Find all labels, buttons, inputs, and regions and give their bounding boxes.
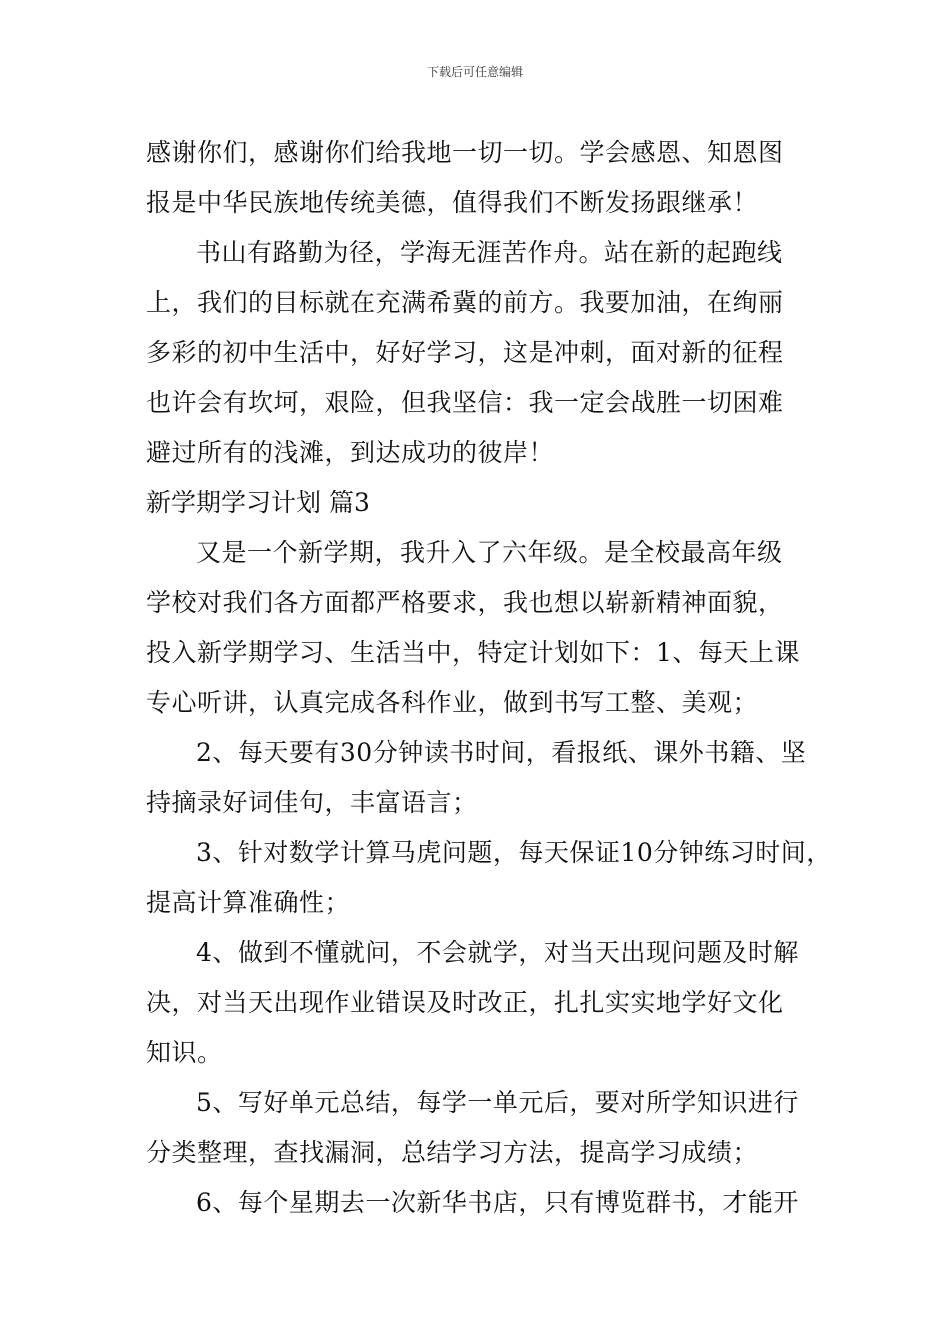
text-line: 2、每天要有30分钟读书时间，看报纸、课外书籍、坚 [196,738,807,767]
text-line: 3、针对数学计算马虎问题，每天保证10分钟练习时间， [196,838,832,867]
text-line: 提高计算准确性； [146,888,351,917]
text-line: 也许会有坎坷，艰险，但我坚信：我一定会战胜一切困难 [146,388,784,417]
document-body [146,128,832,1228]
text-line: 6、每个星期去一次新华书店，只有博览群书，才能开 [196,1188,799,1217]
text-line: 4、做到不懂就问，不会就学，对当天出现问题及时解 [196,938,799,967]
text-line: 上，我们的目标就在充满希冀的前方。我要加油，在绚丽 [146,288,784,317]
text-line: 知识。 [146,1038,223,1067]
text-line: 多彩的初中生活中，好好学习，这是冲刺，面对新的征程 [146,338,784,367]
text-line: 书山有路勤为径，学海无涯苦作舟。站在新的起跑线 [196,238,783,267]
text-line: 分类整理，查找漏洞，总结学习方法，提高学习成绩； [146,1138,759,1167]
text-line: 避过所有的浅滩，到达成功的彼岸！ [146,438,555,467]
page-header: 下载后可任意编辑 [426,65,523,79]
text-line: 持摘录好词佳句，丰富语言； [146,788,478,817]
text-line: 专心听讲，认真完成各科作业，做到书写工整、美观； [146,688,759,717]
text-line: 5、写好单元总结，每学一单元后，要对所学知识进行 [196,1088,799,1117]
text-line: 决，对当天出现作业错误及时改正，扎扎实实地学好文化 [146,988,784,1017]
section-heading: 新学期学习计划 篇3 [146,488,370,517]
text-line: 又是一个新学期，我升入了六年级。是全校最高年级 [196,538,783,567]
text-line: 报是中华民族地传统美德，值得我们不断发扬跟继承！ [146,188,759,217]
text-line: 投入新学期学习、生活当中，特定计划如下：1、每天上课 [146,638,800,667]
text-line: 感谢你们，感谢你们给我地一切一切。学会感恩、知恩图 [146,138,784,167]
text-line: 学校对我们各方面都严格要求，我也想以崭新精神面貌， [146,588,784,617]
